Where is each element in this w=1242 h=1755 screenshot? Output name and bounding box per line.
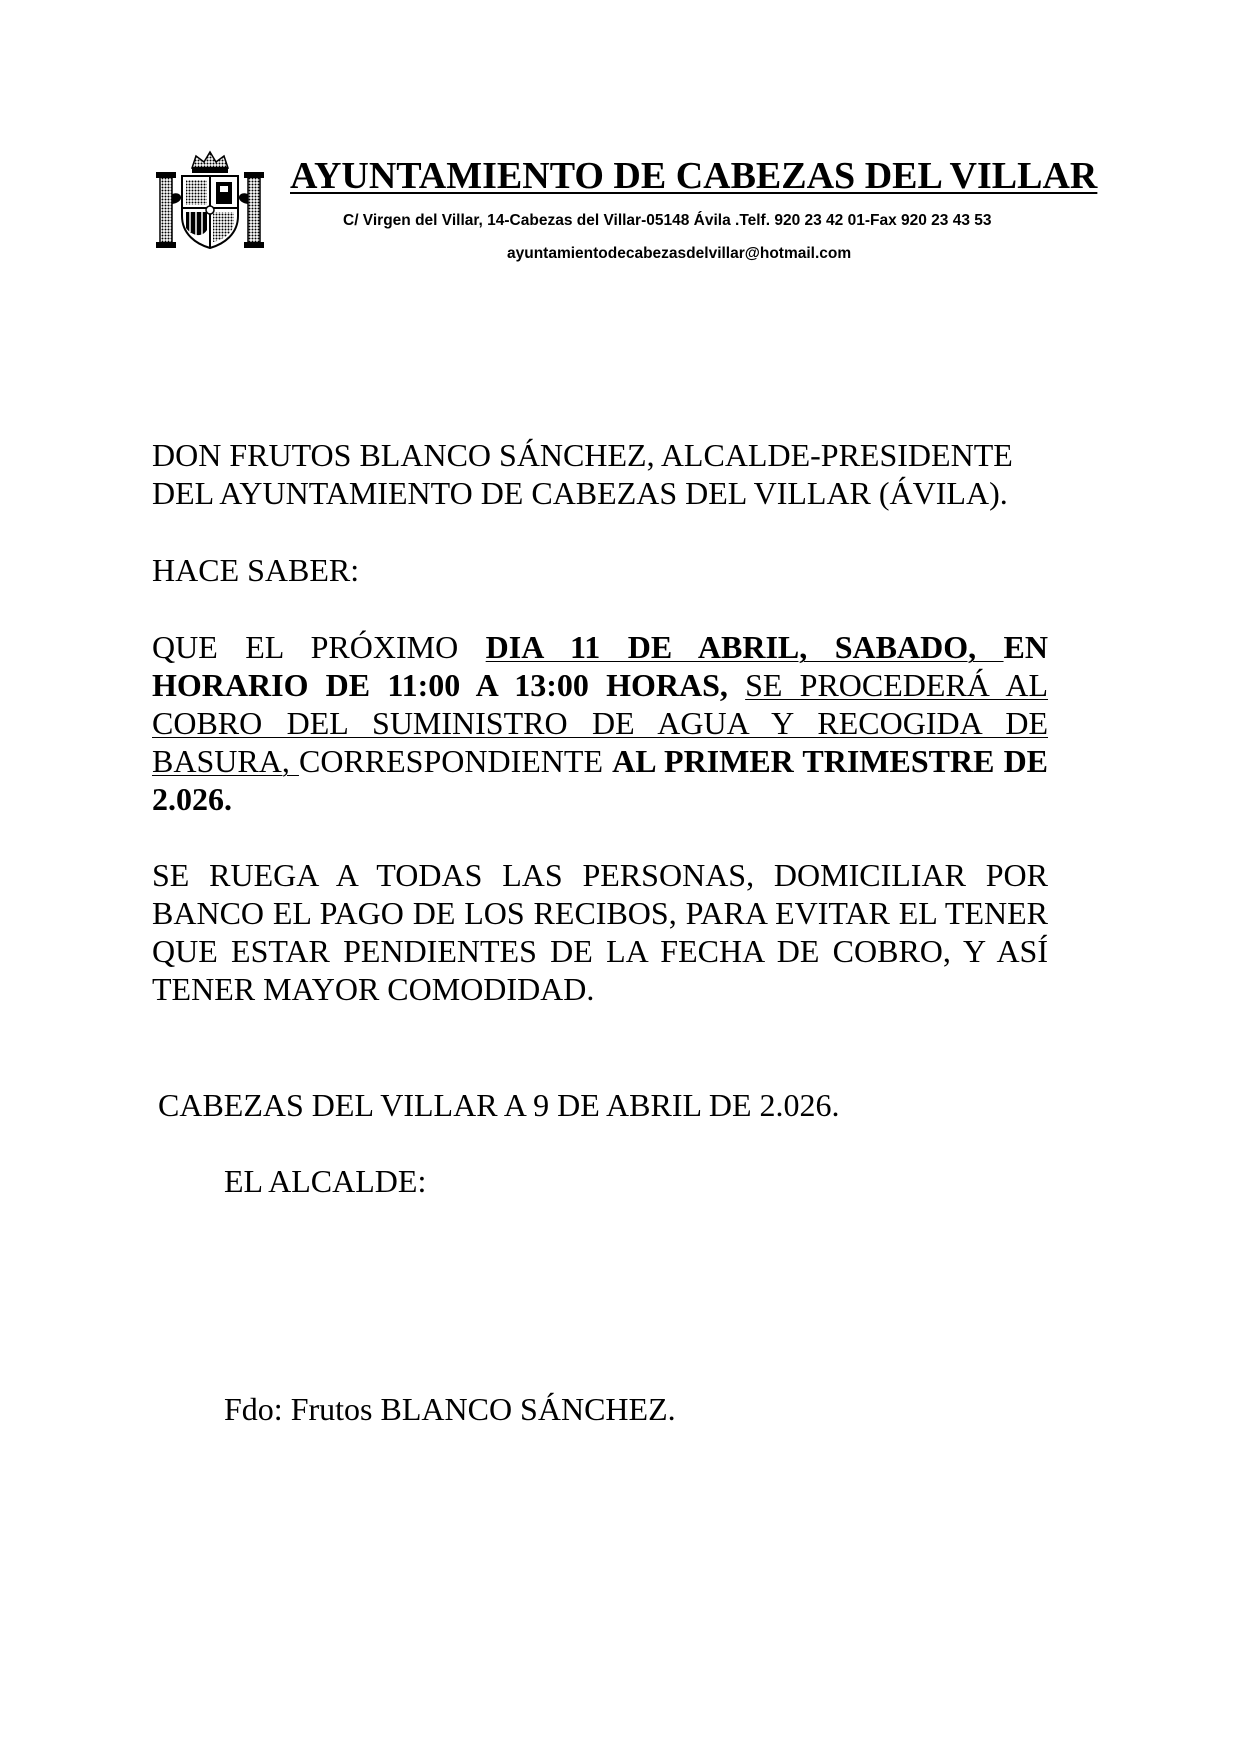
announcement-date: DIA 11 DE ABRIL, SABADO, (485, 629, 1004, 665)
request-paragraph: SE RUEGA A TODAS LAS PERSONAS, DOMICILIAR POR BANCO EL PAGO DE LOS RECIBOS, PARA EVITAR EL TENER QUE ESTAR PENDIENTES DE LA FECHA DE COBRO, Y ASÍ TENER MAYOR COMODIDAD. (152, 857, 1048, 1007)
announce-label: HACE SABER: (152, 552, 360, 588)
mayor-label: EL ALCALDE: (224, 1163, 427, 1199)
announcement-lead: QUE EL PRÓXIMO (152, 629, 486, 665)
organization-title: AYUNTAMIENTO DE CABEZAS DEL VILLAR (290, 155, 1098, 197)
announcement-service: SE PROCEDERÁ AL COBRO DEL SUMINISTRO DE AGUA Y RECOGIDA DE BASURA, (152, 667, 1049, 779)
signature-line: Fdo: Frutos BLANCO SÁNCHEZ. (224, 1391, 676, 1427)
announcement-hours: EN HORARIO DE 11:00 A 13:00 HORAS, (152, 629, 1048, 703)
organization-address: C/ Virgen del Villar, 14-Cabezas del Villar-05148 Ávila .Telf. 920 23 42 01-Fax 920 23 43 53 (343, 212, 992, 229)
coat-of-arms-icon (152, 150, 268, 250)
intro-paragraph: DON FRUTOS BLANCO SÁNCHEZ, ALCALDE-PRESIDENTE DEL AYUNTAMIENTO DE CABEZAS DEL VILLAR (ÁVILA). (152, 437, 1013, 511)
announcement-paragraph (152, 628, 1048, 818)
announcement-connector: CORRESPONDIENTE (298, 743, 613, 779)
announcement-period: AL PRIMER TRIMESTRE DE 2.026. (152, 743, 1049, 817)
place-date: CABEZAS DEL VILLAR A 9 DE ABRIL DE 2.026. (158, 1087, 840, 1123)
organization-email: ayuntamientodecabezasdelvillar@hotmail.com (507, 245, 852, 262)
